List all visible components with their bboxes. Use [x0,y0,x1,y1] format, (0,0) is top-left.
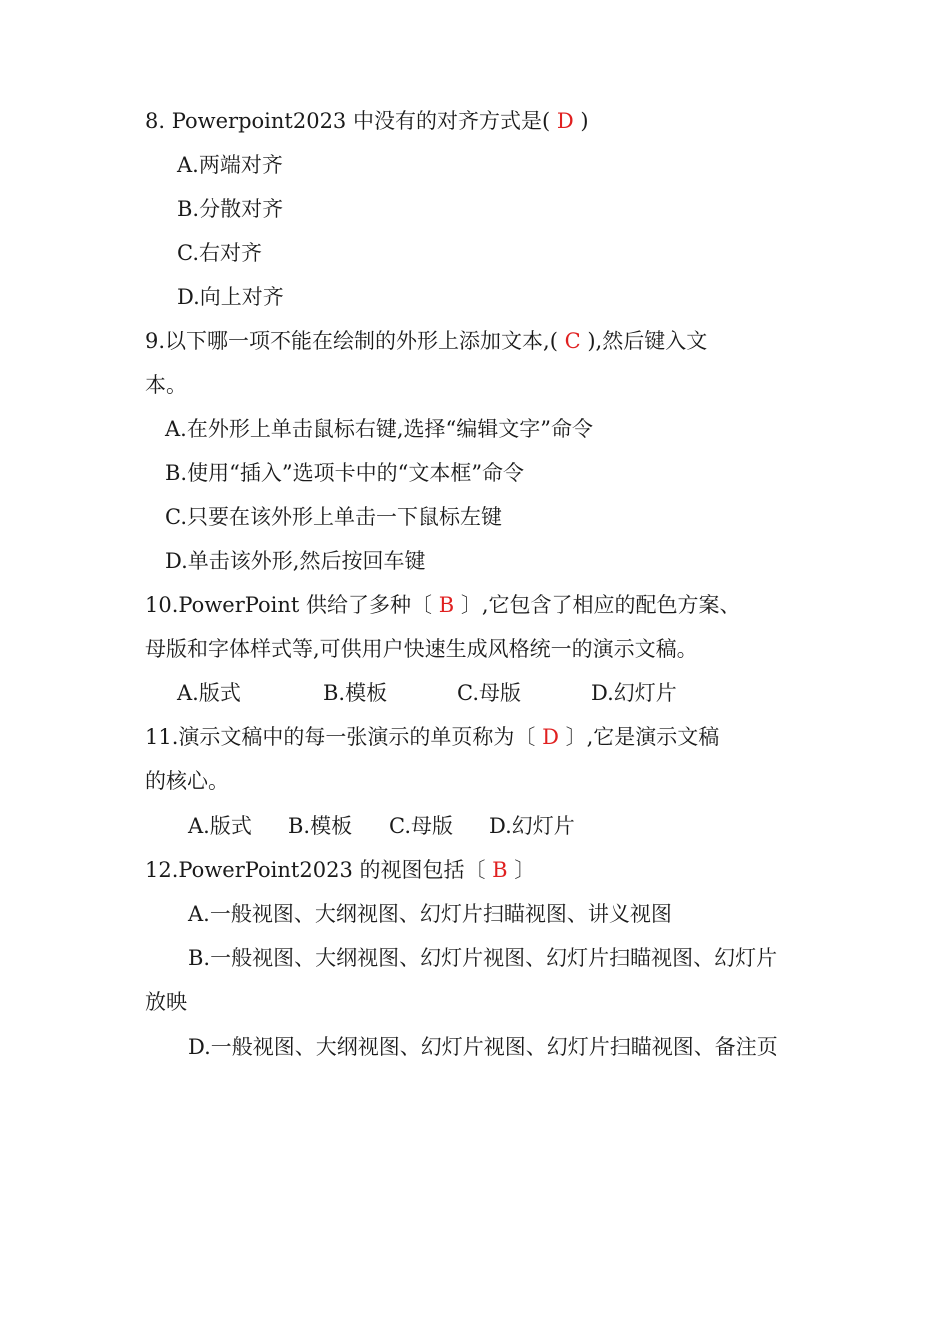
question-9-option-c: C.只要在该外形上单击一下鼠标左键 [165,505,502,529]
question-12-stem-start: 12.PowerPoint2023 的视图包括〔 [145,858,493,882]
question-12-stem-end: 〕 [507,858,536,882]
question-11-option-b: B.模板 [288,814,353,838]
question-11-option-c: C.母版 [389,814,453,838]
question-10-option-b: B.模板 [323,681,388,705]
question-12-stem [145,855,535,885]
question-9-option-d: D.单击该外形,然后按回车键 [165,549,426,573]
question-8-stem [145,106,589,136]
question-11-stem [145,722,719,752]
question-10-stem-end: 〕,它包含了相应的配色方案、 [454,593,741,617]
question-8-option-d: D.向上对齐 [177,285,284,309]
question-11-options [188,811,575,841]
question-10-option-d: D.幻灯片 [591,681,677,705]
question-11-answer: D [542,725,559,749]
question-10-option-a: A.版式 [177,681,241,705]
question-8-stem-start: 8. Powerpoint2023 中没有的对齐方式是( [145,109,557,133]
question-8-option-a: A.两端对齐 [177,153,283,177]
question-11-option-d: D.幻灯片 [489,814,575,838]
question-12-answer: B [492,858,508,882]
question-10-option-c: C.母版 [457,681,521,705]
question-12-option-b-continued: 放映 [145,990,187,1014]
question-10-stem-start: 10.PowerPoint 供给了多种〔 [145,593,439,617]
question-8-answer: D [556,109,574,133]
question-9-stem-start: 9.以下哪一项不能在绘制的外形上添加文本,( [145,329,565,353]
question-9-stem [145,326,707,356]
question-12-option-d: D.一般视图、大纲视图、幻灯片视图、幻灯片扫瞄视图、备注页 [188,1035,778,1059]
question-9-stem-end: ),然后键入文 [580,329,708,353]
question-8-option-b: B.分散对齐 [177,197,284,221]
question-10-stem [145,590,741,620]
question-11-stem-start: 11.演示文稿中的每一张演示的单页称为〔 [145,725,543,749]
question-9-answer: C [564,329,581,353]
question-9-option-a: A.在外形上单击鼠标右键,选择“编辑文字”命令 [165,417,593,441]
question-8-option-c: C.右对齐 [177,241,262,265]
question-8-stem-end: ) [573,109,589,133]
question-12-option-a: A.一般视图、大纲视图、幻灯片扫瞄视图、讲义视图 [188,902,672,926]
question-9-option-b: B.使用“插入”选项卡中的“文本框”命令 [165,461,525,485]
question-11-stem-end: 〕,它是演示文稿 [558,725,720,749]
question-12-option-b: B.一般视图、大纲视图、幻灯片视图、幻灯片扫瞄视图、幻灯片 [188,946,778,970]
question-11-option-a: A.版式 [188,814,252,838]
question-10-stem-continued: 母版和字体样式等,可供用户快速生成风格统一的演示文稿。 [145,637,698,661]
question-9-stem-continued: 本。 [145,373,187,397]
question-11-stem-continued: 的核心。 [145,769,229,793]
question-10-answer: B [438,593,455,617]
question-10-options [177,678,677,708]
